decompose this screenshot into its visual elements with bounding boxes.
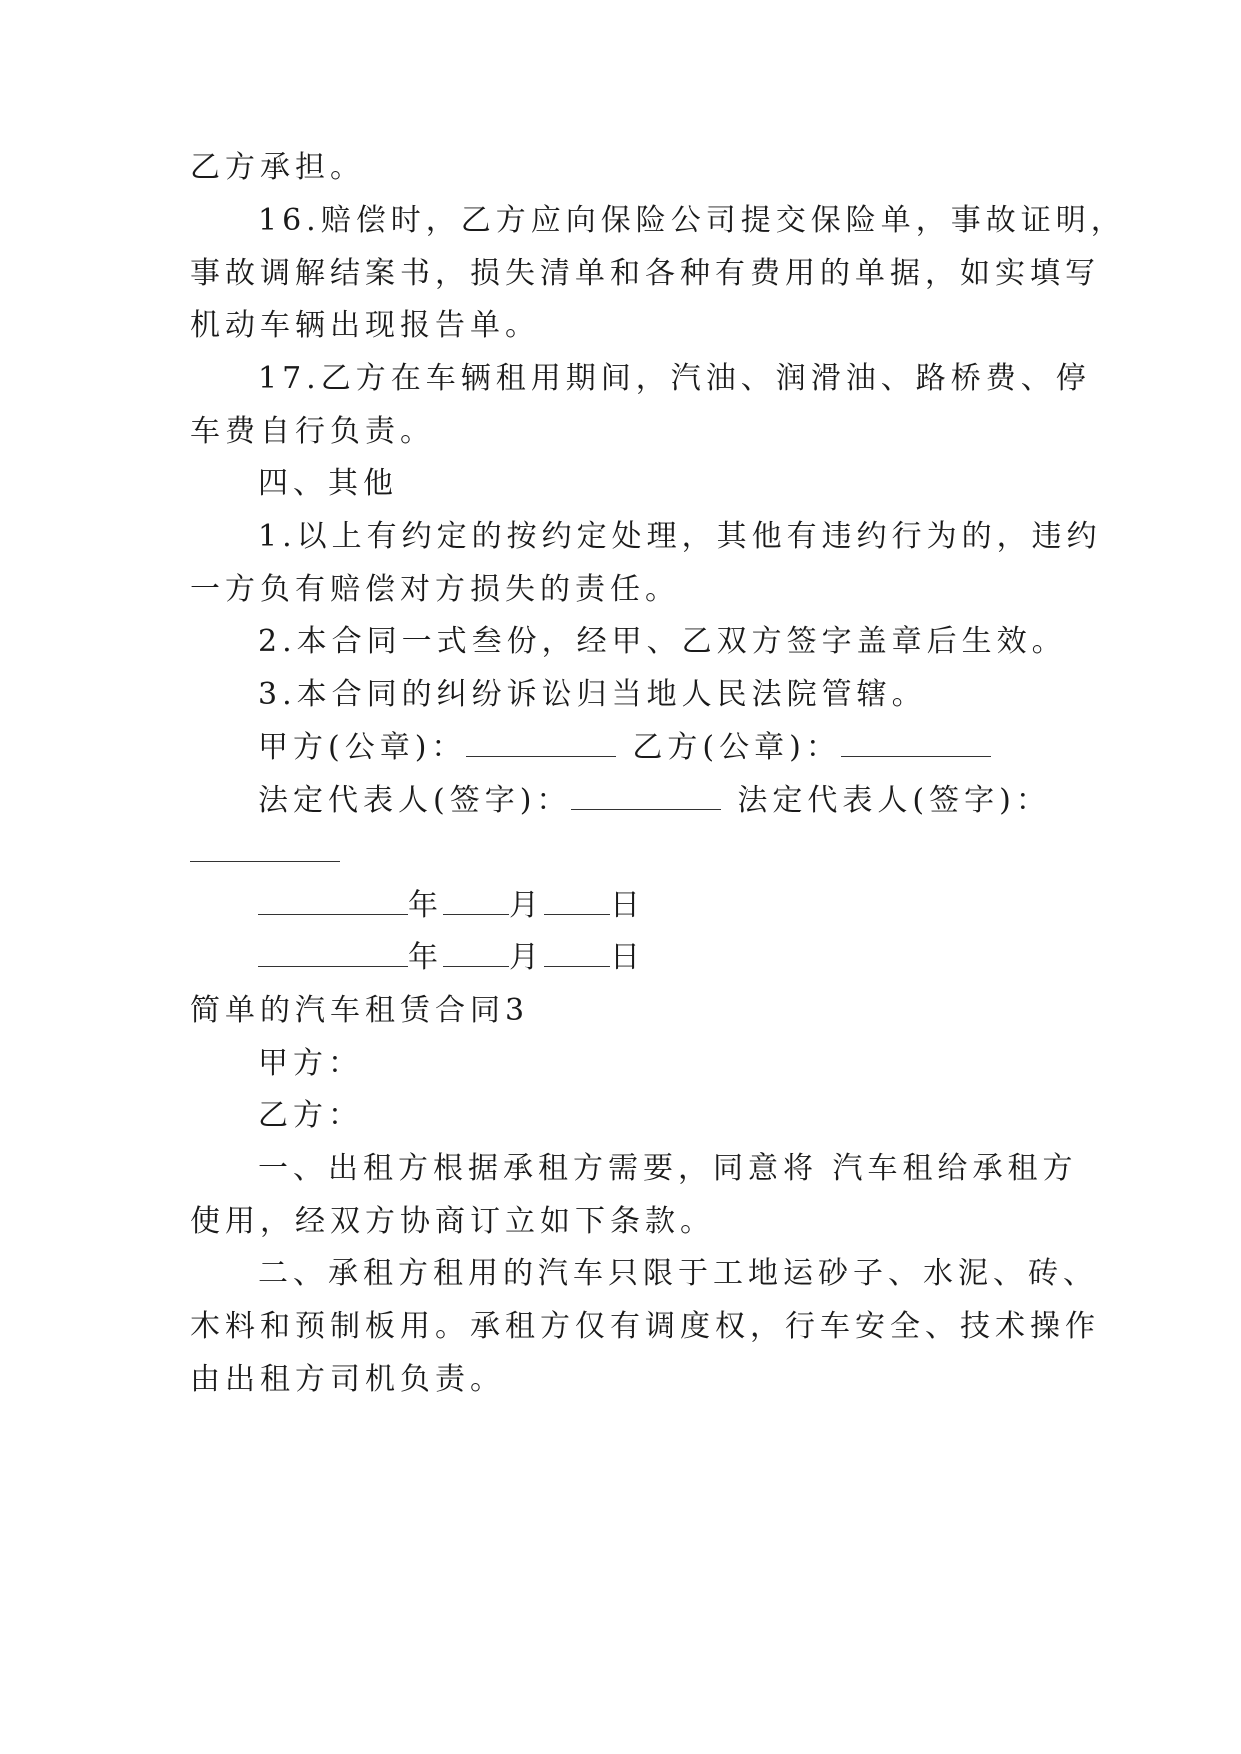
article-1-line-2: 使用，经双方协商订立如下条款。 bbox=[190, 1204, 715, 1239]
date-row-1 bbox=[258, 886, 645, 926]
clause-16-line-2: 事故调解结案书，损失清单和各种有费用的单据，如实填写 bbox=[190, 256, 1100, 291]
other-clause-1-line-1: 1.以上有约定的按约定处理，其他有违约行为的，违约 bbox=[258, 519, 1102, 554]
month-blank bbox=[443, 888, 509, 915]
other-clause-2: 2.本合同一式叁份，经甲、乙双方签字盖章后生效。 bbox=[258, 624, 1067, 659]
day-label: 日 bbox=[610, 940, 645, 975]
clause-16-line-1: 16.赔偿时，乙方应向保险公司提交保险单，事故证明， bbox=[258, 203, 1126, 238]
month-label: 月 bbox=[509, 888, 544, 923]
article-2-line-1: 二、承租方租用的汽车只限于工地运砂子、水泥、砖、 bbox=[258, 1256, 1098, 1291]
contract-3-title: 简单的汽车租赁合同3 bbox=[190, 993, 530, 1028]
other-clause-3: 3.本合同的纠纷诉讼归当地人民法院管辖。 bbox=[258, 677, 927, 712]
article-2-line-3: 由出租方司机负责。 bbox=[190, 1362, 505, 1397]
party-a-rep-label: 法定代表人(签字)： bbox=[258, 783, 572, 818]
other-clause-1-line-2: 一方负有赔偿对方损失的责任。 bbox=[190, 572, 680, 607]
year-label: 年 bbox=[408, 888, 443, 923]
article-1-line-1: 一、出租方根据承租方需要，同意将 汽车租给承租方 bbox=[258, 1151, 1078, 1186]
party-b-seal-label: 乙方(公章)： bbox=[632, 730, 841, 765]
party-a-rep-blank bbox=[571, 783, 721, 810]
clause-17-line-1: 17.乙方在车辆租用期间，汽油、润滑油、路桥费、停 bbox=[258, 361, 1091, 396]
section-heading-other: 四、其他 bbox=[258, 466, 398, 501]
clause-16-line-3: 机动车辆出现报告单。 bbox=[190, 308, 540, 343]
party-b-rep-blank-row bbox=[190, 833, 340, 873]
month-label: 月 bbox=[509, 940, 544, 975]
year-blank bbox=[258, 940, 408, 967]
day-blank bbox=[544, 888, 610, 915]
day-label: 日 bbox=[610, 888, 645, 923]
article-2-line-2: 木料和预制板用。承租方仅有调度权，行车安全、技术操作 bbox=[190, 1309, 1100, 1344]
day-blank bbox=[544, 940, 610, 967]
party-b-rep-blank bbox=[190, 835, 340, 862]
party-b-seal-blank bbox=[841, 730, 991, 757]
representative-row bbox=[258, 781, 1051, 821]
party-b-label: 乙方： bbox=[258, 1098, 363, 1133]
month-blank bbox=[443, 940, 509, 967]
year-blank bbox=[258, 888, 408, 915]
party-a-seal-blank bbox=[466, 730, 616, 757]
party-a-label: 甲方： bbox=[258, 1046, 363, 1081]
paragraph-line: 乙方承担。 bbox=[190, 150, 365, 185]
date-row-2 bbox=[258, 938, 645, 978]
seal-row bbox=[258, 728, 991, 768]
year-label: 年 bbox=[408, 940, 443, 975]
party-b-rep-label: 法定代表人(签字)： bbox=[737, 783, 1051, 818]
clause-17-line-2: 车费自行负责。 bbox=[190, 414, 435, 449]
party-a-seal-label: 甲方(公章)： bbox=[258, 730, 467, 765]
